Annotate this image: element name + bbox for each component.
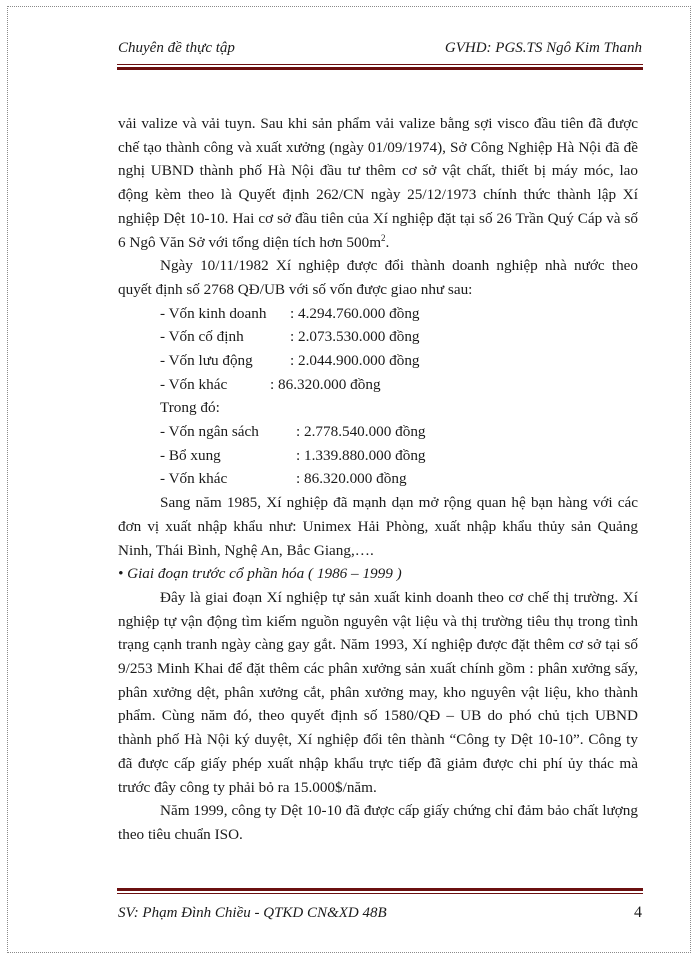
capital-label: - Vốn cố định	[160, 328, 244, 346]
page-number: 4	[634, 904, 642, 921]
paragraph-iso: Năm 1999, công ty Dệt 10-10 đã được cấp giấy chứng chỉ đảm bảo chất lượng theo tiêu chuẩn ISO.	[118, 802, 638, 843]
superscript: 2	[381, 232, 386, 243]
source-label: - Vốn ngân sách	[160, 423, 259, 441]
source-row	[118, 467, 638, 491]
document-body	[118, 112, 638, 847]
paragraph-history-text: vải valize và vải tuyn. Sau khi sản phẩm vải valize bằng sợi visco đầu tiên đã được chế tạo thành công và xuất xưởng (ngày 01/09/1974), Sở Công Nghiệp Hà Nội đã đề nghị UBND thành phố Hà Nội đầu tư thêm cơ sở vật chất, thiết bị máy móc, lao động kèm theo là Quyết định 262/CN ngày 25/12/1973 chính thức thành lập Xí nghiệp Dệt 10-10. Hai cơ sở đầu tiên của Xí nghiệp đặt tại số 26 Trần Quý Cáp và số 6 Ngô Văn Sở với tổng diện tích hơn 500m	[118, 115, 638, 251]
header-title: Chuyên đề thực tập	[118, 40, 235, 56]
capital-label: - Vốn kinh doanh	[160, 304, 267, 322]
paragraph-capital-intro: Ngày 10/11/1982 Xí nghiệp được đổi thành doanh nghiệp nhà nước theo quyết định số 2768 QĐ/UB với số vốn được giao như sau:	[118, 257, 638, 298]
paragraph-history-end: .	[385, 233, 390, 251]
capital-value: : 2.073.530.000 đồng	[290, 328, 420, 346]
source-label: - Bổ xung	[160, 446, 221, 464]
capital-row	[118, 349, 638, 373]
capital-value: : 4.294.760.000 đồng	[290, 304, 420, 322]
source-value: : 86.320.000 đồng	[296, 470, 407, 488]
capital-label: - Vốn khác	[160, 375, 228, 393]
source-value: : 1.339.880.000 đồng	[296, 446, 426, 464]
paragraph-partners: Sang năm 1985, Xí nghiệp đã mạnh dạn mở rộng quan hệ bạn hàng với các đơn vị xuất nhập khẩu như: Unimex Hải Phòng, xuất nhập khẩu thủy sản Quảng Ninh, Thái Bình, Nghệ An, Bắc Giang,….	[118, 494, 638, 559]
footer-student: SV: Phạm Đình Chiều - QTKD CN&XD 48B	[118, 905, 387, 921]
source-value: : 2.778.540.000 đồng	[296, 423, 426, 441]
capital-value: : 86.320.000 đồng	[270, 375, 381, 393]
capital-row	[118, 302, 638, 326]
header-rule	[117, 64, 643, 70]
among-label: Trong đó:	[160, 399, 220, 417]
header-advisor: GVHD: PGS.TS Ngô Kim Thanh	[444, 40, 642, 56]
page-header	[118, 40, 642, 57]
capital-label: - Vốn lưu động	[160, 352, 253, 369]
paragraph-market: Đây là giai đoạn Xí nghiệp tự sản xuất kinh doanh theo cơ chế thị trường. Xí nghiệp tự vận động tìm kiếm nguồn nguyên vật liệu và thị trường tiêu thụ trong tình trạng cạnh tranh ngày càng gay gắt. Năm 1993, Xí nghiệp được đặt thêm cơ sở tại số 9/253 Minh Khai để đặt thêm các phân xưởng sản xuất chính gồm : phân xưởng sấy, phân xưởng dệt, phân xưởng cắt, phân xưởng may, kho nguyên vật liệu, kho thành phẩm. Cùng năm đó, theo quyết định số 1580/QĐ – UB do phó chủ tịch UBND thành phố Hà Nội ký duyệt, Xí nghiệp đổi tên thành “Công ty Dệt 10-10”. Công ty đã được cấp giấy phép xuất nhập khẩu trực tiếp đã giảm được chi phí ủy thác mà trước đây công ty phải bỏ ra 15.000$/năm.	[118, 588, 638, 796]
source-row	[118, 420, 638, 444]
capital-row	[118, 325, 638, 349]
section-heading: • Giai đoạn trước cổ phần hóa ( 1986 – 1999 )	[118, 565, 402, 583]
footer-rule	[117, 888, 643, 894]
source-row	[118, 444, 638, 468]
capital-value: : 2.044.900.000 đồng	[290, 352, 420, 369]
paragraph-history	[118, 112, 638, 254]
page-footer	[118, 904, 642, 922]
source-label: - Vốn khác	[160, 470, 228, 488]
capital-row	[118, 373, 638, 397]
